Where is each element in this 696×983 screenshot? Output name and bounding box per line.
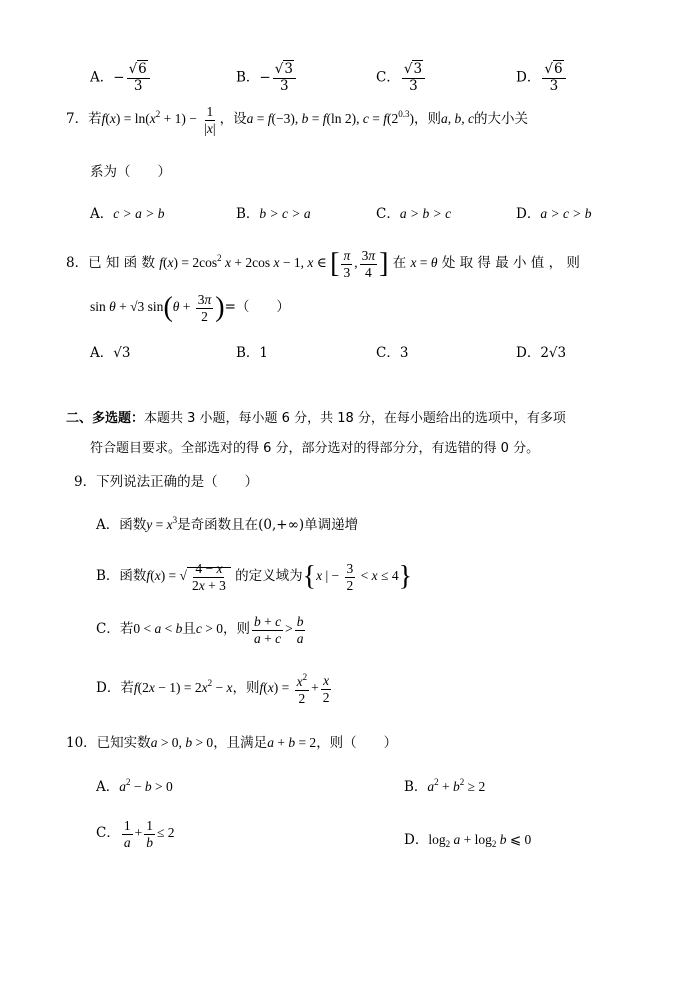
q9-option-d-text1: 若 [120, 680, 134, 697]
q7-abc-def: a = f(−3), b = f(ln 2), $c = f(2^{0.3})$ [246, 109, 415, 127]
q8-theta: x = θ [410, 255, 438, 271]
section2-text2: 符合题目要求。全部选对的得 6 分，部分选对的得部分分，有选错的得 0 分。 [90, 441, 540, 456]
q7-option-d-label: D． [516, 206, 541, 222]
q8-option-d [516, 341, 566, 361]
q7-text-tail: 的大小关 [474, 111, 529, 128]
q9-option-c-label: C． [96, 621, 120, 638]
q9-option-a-label: A． [96, 517, 120, 533]
q7-number: 7． [66, 111, 89, 128]
q8-number: 8． [66, 255, 89, 272]
q7-option-c [376, 202, 451, 222]
q6-option-b-rad: 3 [284, 61, 293, 77]
q9-option-c-text2: 且 [182, 621, 196, 638]
q6-option-b-sign: − [259, 69, 271, 86]
q10-option-d-label: D． [404, 832, 429, 848]
q9-option-d-text2: ，则 [232, 680, 260, 697]
q6-option-b-den: 3 [280, 77, 289, 94]
q7-stem [66, 104, 696, 136]
q7-option-a [90, 202, 164, 222]
q9-option-b [96, 561, 696, 593]
q8-option-b-label: B． [236, 345, 260, 361]
q8-option-a [90, 341, 130, 361]
q10-cond1: a > 0, b > 0 [150, 735, 214, 750]
q9-option-a-text3: 单调递增 [304, 517, 359, 533]
q9-option-c [96, 614, 696, 646]
q7-option-c-expr: a > b > c [399, 206, 452, 221]
q6-option-a-label: A． [90, 69, 114, 86]
q6-options-row [0, 56, 696, 96]
q6-option-a: A．− $\frac{√6}{3}$ [90, 62, 152, 94]
q9-option-c-cond2: c > 0 [195, 621, 223, 637]
q10-option-b [404, 775, 485, 795]
q9-option-c-text3: ，则 [222, 621, 250, 638]
q9-option-b-domain: {x | − $\frac{3}{2}$ < x ≤ 4} [302, 561, 413, 593]
q8-option-d-label: D． [516, 345, 541, 361]
q10-option-b-expr: $a^2 + b^2 \ge 2$ [427, 777, 486, 794]
q7-function-def: $f(x) = \ln(x^2 + 1)$ − $\frac{1}{|x|}$ [101, 104, 216, 136]
q6-option-d-label: D． [516, 69, 541, 86]
q6-option-d-den: 3 [549, 77, 559, 94]
q10-option-d-expr: $\log_2 a + \log_2 b$ ⩽ 0 [428, 832, 532, 849]
q6-option-a-rad: 6 [138, 61, 147, 77]
q10-cond2: a + b = 2 [267, 735, 317, 750]
q6-option-d-rad: 6 [553, 61, 563, 77]
q9-option-d-label: D． [96, 680, 121, 697]
q8-option-b [236, 341, 268, 361]
q8-option-d-expr: 2√3 [540, 345, 567, 361]
q7-line2: 系为（ ） [90, 164, 171, 180]
q9-option-a-func: $y = x^3$ [146, 515, 178, 532]
q10-option-c-label: C． [96, 825, 120, 842]
q8-option-a-expr: √3 [113, 345, 131, 361]
q8-option-a-label: A． [90, 345, 114, 361]
q6-option-a-den: 3 [133, 77, 143, 94]
q7-abc: a, b, c [441, 111, 475, 127]
q7-option-a-label: A． [90, 206, 114, 222]
q10-option-d [404, 828, 531, 849]
q9-option-d-result: f(x) = $\frac{x^2}{2}$ + $\frac{x}{2}$ [259, 672, 330, 706]
q9-option-a [96, 513, 696, 533]
q8-option-c-expr: 3 [399, 345, 409, 361]
q6-option-d: D． $\frac{√6}{3}$ [516, 62, 568, 94]
q7-option-b-expr: b > c > a [259, 206, 311, 221]
q9-option-b-label: B． [96, 568, 120, 585]
q6-option-c-den: 3 [409, 77, 418, 94]
q7-option-d-expr: a > c > b [540, 206, 592, 221]
q8-text-eq: =（ ） [224, 299, 290, 316]
section2-line2 [90, 437, 696, 456]
q10-text3: ，则（ ） [316, 735, 398, 751]
q6-option-c-label: C． [376, 69, 400, 86]
q7-option-d [516, 202, 592, 222]
q10-stem [66, 731, 696, 751]
q6-option-b-label: B． [236, 69, 260, 86]
q8-stem [66, 248, 696, 280]
q10-option-b-label: B． [404, 779, 428, 795]
q7-option-a-expr: c > a > b [113, 206, 165, 221]
section2-text1: 本题共 3 小题，每小题 6 分，共 18 分，在每小题给出的选项中，有多项 [144, 411, 566, 426]
q9-option-b-text1: 函数 [119, 568, 147, 585]
q9-option-d [96, 672, 696, 706]
q9-option-a-interval: (0,+∞) [258, 517, 305, 533]
q8-expression-line [90, 292, 696, 324]
q8-text-min: 处 取 得 最 小 值 ， 则 [441, 255, 580, 272]
q10-option-a [96, 775, 173, 795]
q8-option-c [376, 341, 408, 361]
q7-text-then: ，则 [414, 111, 442, 128]
q9-stem-text: 9．下列说法正确的是（ ） [74, 474, 259, 490]
q7-option-c-label: C． [376, 206, 400, 222]
q10-option-a-expr: $a^2 - b > 0$ [119, 777, 173, 794]
q6-option-a-sign: − [113, 69, 125, 86]
q10-option-a-label: A． [96, 779, 120, 795]
q7-option-b-label: B． [236, 206, 260, 222]
q7-stem-line2 [90, 160, 696, 180]
q9-option-a-text2: 是奇函数且在 [177, 517, 259, 533]
q9-option-b-text2: 的定义域为 [235, 568, 303, 585]
q9-option-d-cond: $f(2x - 1) = 2x^2 - x$ [133, 678, 233, 696]
q8-text-at: 在 [392, 255, 407, 272]
q8-option-c-label: C． [376, 345, 400, 361]
q10-text2: ，且满足 [213, 735, 268, 751]
q9-option-c-cond1: 0 < a < b [133, 621, 183, 637]
q10-option-c [96, 818, 175, 850]
q7-text-if: 若 [88, 111, 102, 128]
q6-option-c-rad: 3 [413, 61, 423, 77]
q6-option-b: B．− $\frac{√3}{3}$ [236, 62, 298, 94]
section2-line1 [66, 407, 696, 426]
q9-option-b-func: f(x) = √ $\frac{4 - x}{2x + 3}$ [146, 568, 230, 583]
q8-text-intro: 已 知 函 数 [88, 255, 155, 272]
q10-option-c-expr: $\frac{1}{a}$ + $\frac{1}{b}$ ≤ 2 [123, 818, 175, 850]
q7-option-b [236, 202, 311, 222]
q8-option-b-expr: 1 [259, 345, 269, 361]
q6-option-c: C． $\frac{√3}{3}$ [376, 62, 427, 94]
q7-text-set: ，设 [219, 111, 247, 128]
q9-option-c-ineq: $\frac{b + c}{a + c}$ > $\frac{b}{a}$ [253, 614, 304, 646]
q9-option-c-text1: 若 [119, 621, 134, 638]
q9-stem [74, 470, 696, 490]
q10-text1: 10．已知实数 [66, 735, 151, 751]
section2-heading: 二、多选题： [66, 411, 145, 426]
q9-option-a-text1: 函数 [119, 517, 147, 533]
q8-function-def: $f(x) = 2\cos^2$ x + 2cos x − 1, x ∈ [ $\frac{\pi}{3}$ , $\frac{3\pi}{4}$ ] [159, 248, 389, 280]
q8-expression: sin θ + √3 sin(θ + $\frac{3\pi}{2}$ ) [90, 292, 225, 324]
